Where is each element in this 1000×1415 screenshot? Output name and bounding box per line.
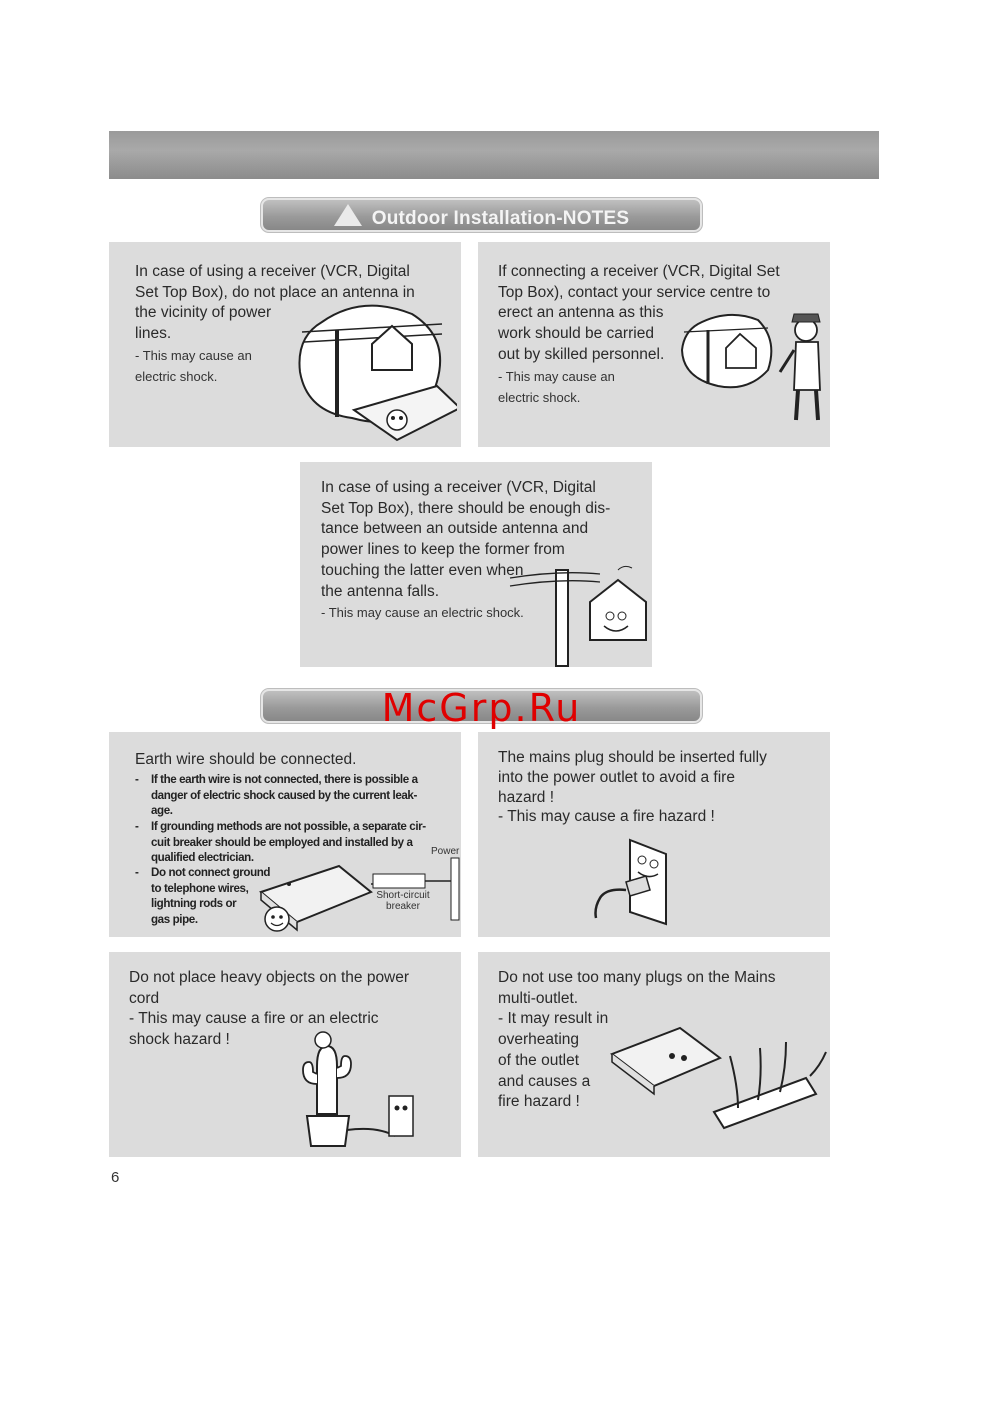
overloaded-outlet-illustration [610,1016,830,1142]
note-box-1 [109,242,461,447]
note-text-3: In case of using a receiver (VCR, Digital Set Top Box), there should be enough dis- tance between an outside antenna and power lines to keep the former from touching the latter even when the antenna falls. [321,479,611,600]
safety-box-multi-outlet [478,952,830,1157]
section-title-pill [261,198,702,232]
earth-wire-heading: Earth wire should be connected. [135,751,357,768]
antenna-powerline-illustration [292,302,457,444]
fallen-antenna-illustration [500,560,650,668]
page-number: 6 [111,1169,120,1186]
bullet-dash-2: - [135,820,139,833]
service-technician-illustration [678,310,828,430]
safety-box-mains-plug [478,732,830,937]
earth-wire-bullet-2: If grounding methods are not possible, a separate cir- cuit breaker should be employed and installed by a qualified electrician. [151,820,426,865]
earth-wire-bullet-3: Do not connect ground to telephone wires, lightning rods or gas pipe. [151,866,271,926]
note-box-2 [478,242,830,447]
safety-box-heavy-objects [109,952,461,1157]
note-sub-1: - This may cause an electric shock. [135,348,252,384]
bullet-dash-3: - [135,866,139,879]
power-label: Power [431,846,460,857]
note-box-3 [300,462,652,667]
note-text-1: In case of using a receiver (VCR, Digital Set Top Box), do not place an antenna in the vicinity of power lines. [135,263,415,343]
header-bar [109,131,879,179]
note-sub-3: - This may cause an electric shock. [321,605,524,620]
safety-box-earth-wire [109,732,461,937]
section-divider-pill [261,686,702,730]
heavy-objects-text: Do not place heavy objects on the power cord - This may cause a fire or an electric shock hazard ! [129,969,410,1049]
bullet-dash-1: - [135,773,139,786]
breaker-label: Short-circuit breaker [376,890,430,912]
section-title-text: Outdoor Installation-NOTES [371,208,630,229]
watermark-text: McGrp.Ru [381,686,582,730]
plug-outlet-illustration [586,832,686,932]
note-sub-2: - This may cause an electric shock. [498,369,615,405]
multi-outlet-text: Do not use too many plugs on the Mains multi-outlet. - It may result in overheating of the outlet and causes a fire hazard ! [498,969,776,1111]
note-text-2: If connecting a receiver (VCR, Digital Set Top Box), contact your service centre to erect an antenna as this work should be carried out by skilled personnel. [498,263,780,363]
earth-wire-bullet-1: If the earth wire is not connected, there is possible a danger of electric shock caused by the current leak- age. [151,773,418,818]
warning-triangle-icon [334,204,362,226]
mains-plug-text: The mains plug should be inserted fully into the power outlet to avoid a fire hazard ! - This may cause a fire hazard ! [498,749,767,826]
cactus-on-cord-illustration [277,1026,427,1152]
section-title [261,204,702,230]
